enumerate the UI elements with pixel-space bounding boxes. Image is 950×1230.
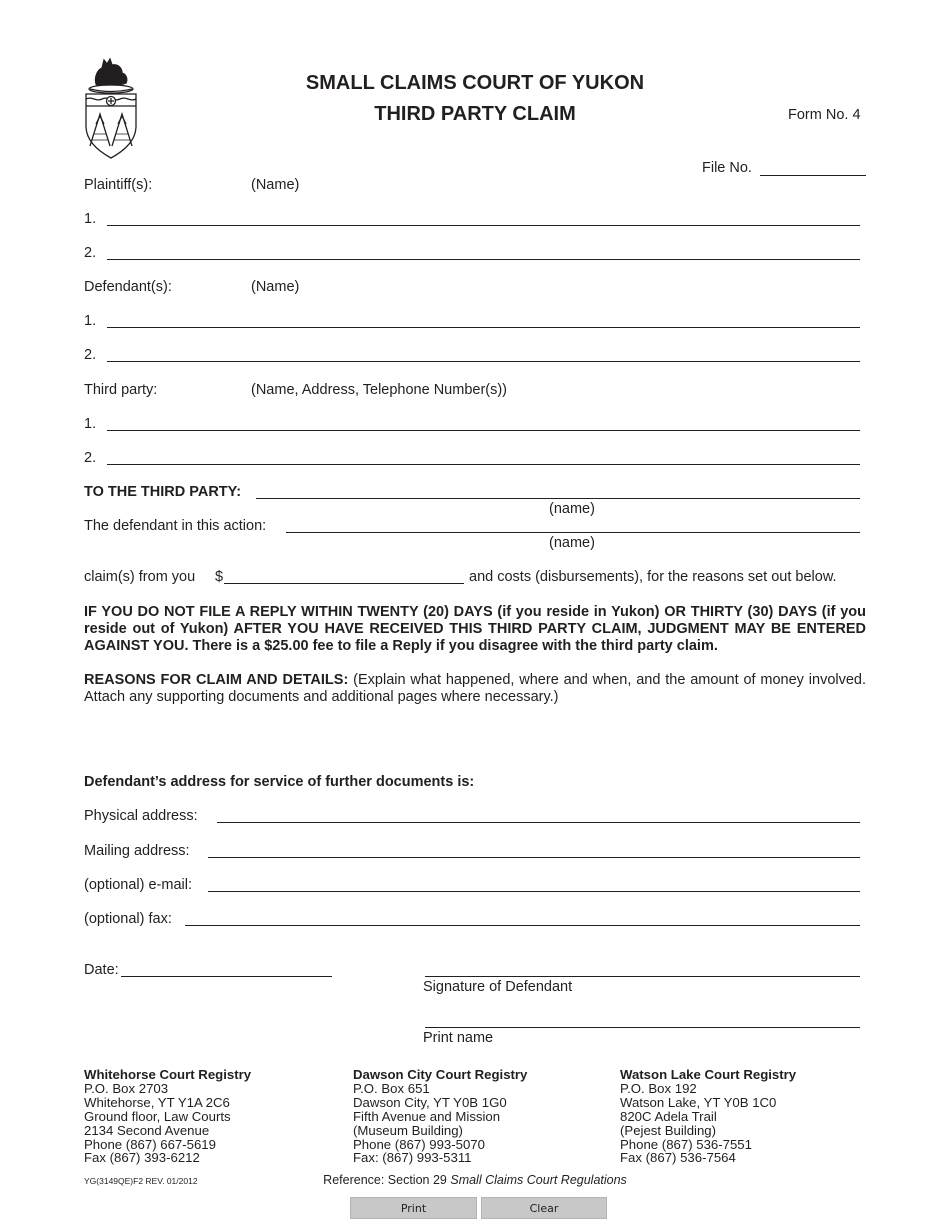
warning-paragraph: IF YOU DO NOT FILE A REPLY WITHIN TWENTY (20) DAYS (if you reside in Yukon) OR THIRTY (30) DAYS (if you reside out of Yukon) AFTER YOU HAVE RECEIVED THIS THIRD PARTY CLAIM, JUDGMENT MAY BE ENTERED AGAINST YOU. There is a $25.00 fee to file a Reply if you disagree with the third party claim. [84,604,866,654]
registry-line: Phone (867) 536-7551 [620,1136,752,1152]
fax-label: (optional) fax: [84,911,172,927]
reasons-paragraph [84,672,866,706]
mailing-address-label: Mailing address: [84,843,190,859]
registry-line: Phone (867) 993-5070 [353,1136,485,1152]
third-party-2-field[interactable] [107,464,860,465]
registry-line: (Museum Building) [353,1122,463,1138]
registry-name: Watson Lake Court Registry [620,1067,797,1082]
plaintiff-1-number: 1. [84,211,97,227]
email-field[interactable] [208,891,860,892]
registry-line: Ground floor, Law Courts [84,1108,231,1124]
signature-field[interactable] [425,976,860,977]
and-costs-text: and costs (disbursements), for the reasons set out below. [469,569,837,585]
reference-regulations: Small Claims Court Regulations [450,1173,627,1187]
plaintiff-1-field[interactable] [107,225,860,226]
form-number: Form No. 4 [788,107,861,123]
whitehorse-registry [84,1068,251,1165]
court-title: SMALL CLAIMS COURT OF YUKON [305,72,645,94]
defendants-name-hint: (Name) [251,279,300,295]
print-name-field[interactable] [425,1027,860,1028]
defendant-in-action-field[interactable] [286,532,860,533]
signature-label: Signature of Defendant [423,979,573,995]
dawson-city-registry [353,1068,527,1165]
plaintiffs-name-hint: (Name) [251,177,300,193]
registry-line: Phone (867) 667-5619 [84,1136,216,1152]
name-hint-1: (name) [549,501,595,517]
email-label: (optional) e-mail: [84,877,192,893]
to-third-party-label: TO THE THIRD PARTY: [84,484,242,500]
date-label: Date: [84,962,119,978]
defendant-1-field[interactable] [107,327,860,328]
plaintiff-2-field[interactable] [107,259,860,260]
dollar-sign: $ [215,569,224,585]
file-no-label: File No. [702,160,752,176]
plaintiffs-label: Plaintiff(s): [84,177,153,193]
registry-line: P.O. Box 192 [620,1080,697,1096]
third-party-2-number: 2. [84,450,97,466]
registry-line: P.O. Box 2703 [84,1080,169,1096]
registry-line: Dawson City, YT Y0B 1G0 [353,1094,507,1110]
registry-line: Fax (867) 393-6212 [84,1150,200,1166]
registry-line: Watson Lake, YT Y0B 1C0 [620,1094,777,1110]
registry-line: (Pejest Building) [620,1122,717,1138]
form-code: YG(3149QE)F2 REV. 01/2012 [84,1176,198,1186]
physical-address-field[interactable] [217,822,860,823]
registry-name: Whitehorse Court Registry [84,1067,252,1082]
registry-line: P.O. Box 651 [353,1080,430,1096]
reasons-heading: REASONS FOR CLAIM AND DETAILS: [84,672,349,688]
reference-prefix: Reference: Section 29 [323,1173,447,1187]
fax-field[interactable] [185,925,860,926]
registry-line: Fifth Avenue and Mission [353,1108,501,1124]
defendant-2-number: 2. [84,347,97,363]
watson-lake-registry [620,1068,796,1165]
name-hint-2: (name) [549,535,595,551]
service-address-heading: Defendant’s address for service of further documents is: [84,774,475,790]
reasons-entry-area[interactable] [84,712,866,764]
reasons-instructions: (Explain what happened, where and when, and the amount of money involved. Attach any supporting documents and additional pages where necessary.) [84,672,867,705]
physical-address-label: Physical address: [84,808,198,824]
claim-amount-field[interactable] [224,583,464,584]
third-party-label: Third party: [84,382,158,398]
registry-line: Whitehorse, YT Y1A 2C6 [84,1094,230,1110]
registry-line: 820C Adela Trail [620,1108,717,1124]
registry-line: Fax: (867) 993-5311 [353,1150,472,1166]
defendant-2-field[interactable] [107,361,860,362]
claims-from-you-label: claim(s) from you [84,569,196,585]
reference-line [0,1173,950,1187]
registry-name: Dawson City Court Registry [353,1067,528,1082]
file-no-field[interactable] [760,175,866,176]
third-party-hint: (Name, Address, Telephone Number(s)) [251,382,508,398]
mailing-address-field[interactable] [208,857,860,858]
print-button[interactable]: Print [350,1197,477,1219]
to-third-party-field[interactable] [256,498,860,499]
date-field[interactable] [121,976,332,977]
defendants-label: Defendant(s): [84,279,172,295]
clear-button[interactable]: Clear [481,1197,607,1219]
defendant-in-action-label: The defendant in this action: [84,518,267,534]
defendant-1-number: 1. [84,313,97,329]
third-party-1-field[interactable] [107,430,860,431]
print-name-label: Print name [423,1030,494,1046]
registry-line: Fax (867) 536-7564 [620,1150,736,1166]
registry-line: 2134 Second Avenue [84,1122,210,1138]
third-party-1-number: 1. [84,416,97,432]
plaintiff-2-number: 2. [84,245,97,261]
form-title: THIRD PARTY CLAIM [374,103,576,125]
